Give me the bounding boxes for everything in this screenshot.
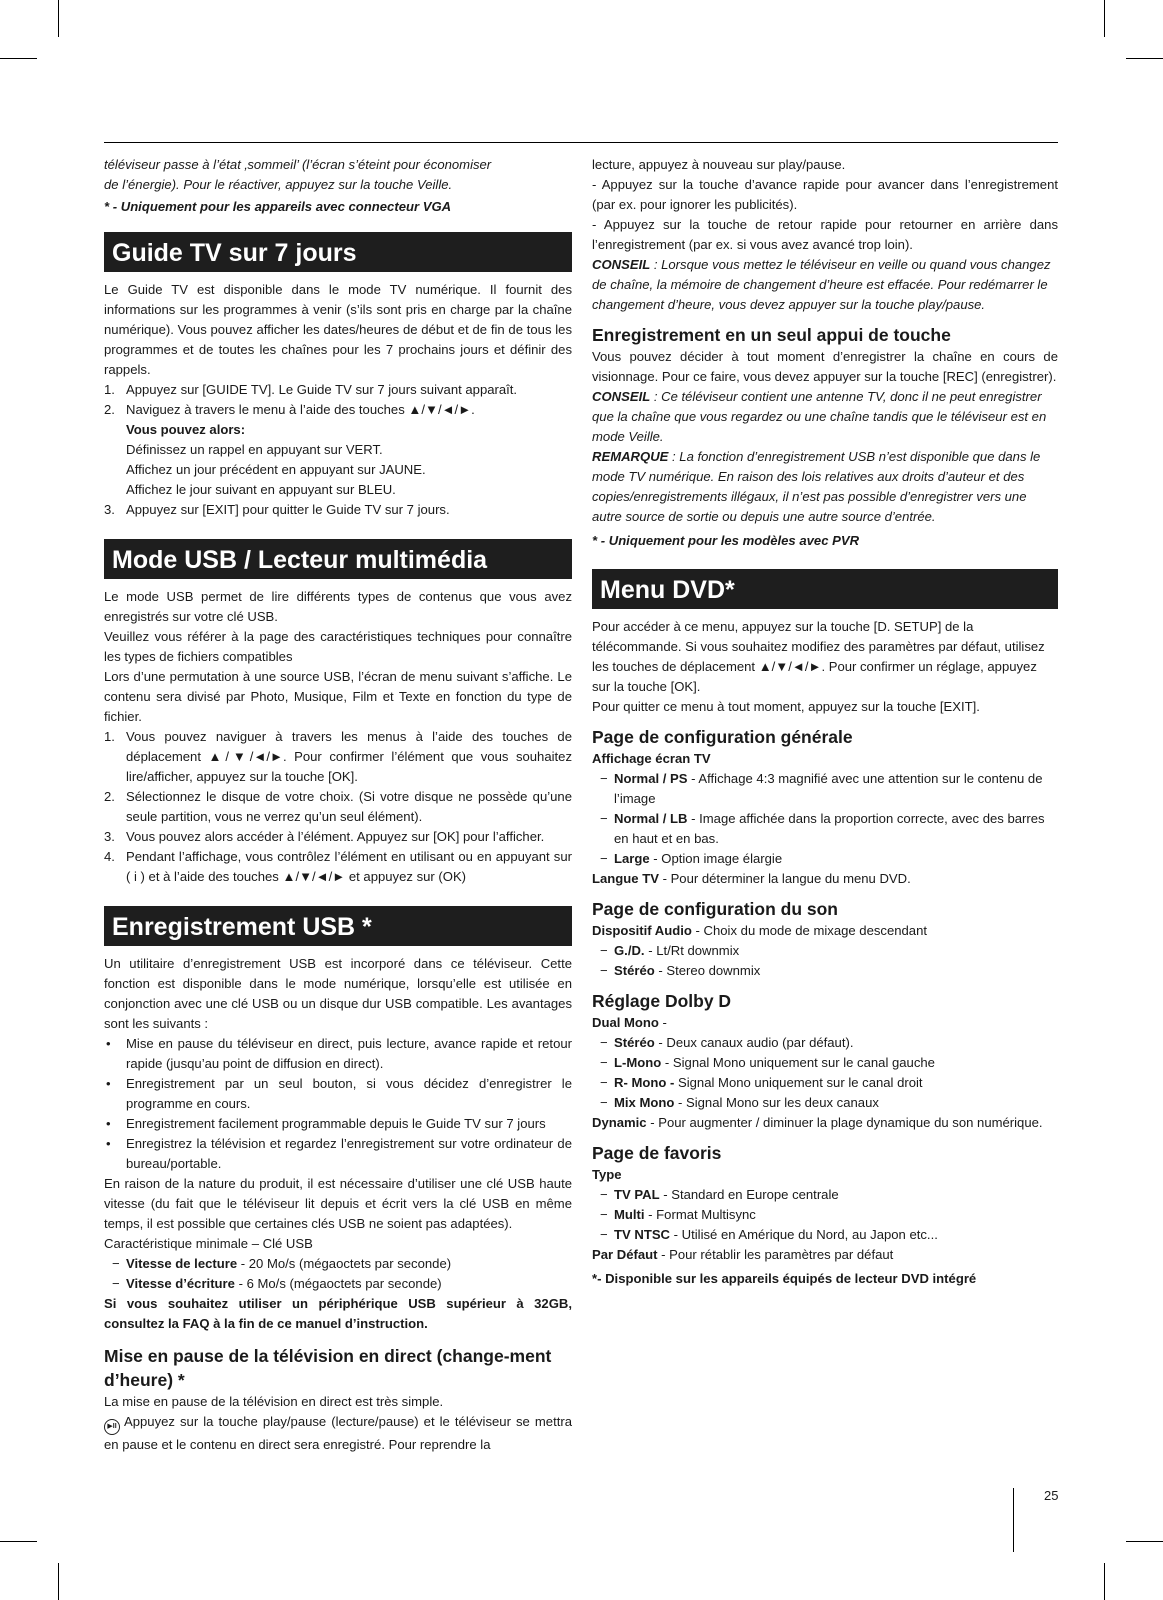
- guide-step: 1. Appuyez sur [GUIDE TV]. Le Guide TV sur 7 jours suivant apparaît.: [104, 382, 518, 397]
- usb-step: 4. Pendant l’affichage, vous contrôlez l’élément en utilisant ou en appuyant sur ( i ) et à l’aide des touches ▲/▼/◄/► et appuyez sur (OK): [104, 849, 572, 884]
- spec-read: − Vitesse de lecture - 20 Mo/s (mégaoctets par seconde): [112, 1256, 452, 1271]
- crop-mark: [58, 1563, 59, 1600]
- guide-option: Affichez le jour suivant en appuyant sur BLEU.: [126, 482, 396, 497]
- option-item: Dual Mono -: [592, 1015, 667, 1030]
- usb-step: 3. Vous pouvez alors accéder à l’élément. Appuyez sur [OK] pour l’afficher.: [104, 829, 545, 844]
- recording-min-spec: Caractéristique minimale – Clé USB: [104, 1236, 313, 1251]
- type-label: Type: [592, 1167, 622, 1182]
- guide-step: 3. Appuyez sur [EXIT] pour quitter le Guide TV sur 7 jours.: [104, 502, 450, 517]
- usb-step: 1. Vous pouvez naviguer à travers les menus à l’aide des touches de déplacement ▲/▼/◄/►. Pour confirmer l’élément que vous souhaitez lire/afficher, appuyez sur la touche [OK].: [104, 729, 572, 784]
- guide-option: Définissez un rappel en appuyant sur VERT.: [126, 442, 383, 457]
- pause-continued: - Appuyez sur la touche d’avance rapide pour avancer dans l’enregistrement (par ex. pour ignorer les publicités).: [592, 177, 1058, 212]
- crop-mark: [58, 0, 59, 37]
- tip-note: CONSEIL : Ce téléviseur contient une antenne TV, donc il ne peut enregistrer que la chaîne que vous regardez ou une chaîne tandis que le téléviseur est en mode Veille.: [592, 389, 1047, 444]
- option-item: − Stéréo - Stereo downmix: [600, 963, 761, 978]
- recording-advantage: • Mise en pause du téléviseur en direct, puis lecture, avance rapide et retour rapide (jusqu’au point de diffusion en direct).: [106, 1036, 572, 1071]
- subsection-title-favorites: Page de favoris: [592, 1143, 722, 1163]
- pvr-note: * - Uniquement pour les modèles avec PVR: [592, 533, 860, 548]
- usb-mode-body: Le mode USB permet de lire différents types de contenus que vous avez enregistrés sur votre clé USB.: [104, 589, 572, 624]
- remark-note: REMARQUE : La fonction d’enregistrement USB n’est disponible que dans le mode TV numérique. En raison des lois relatives aux droits d’auteur et des copies/enregistrements illégaux, il n’est pas possible d’enregistrer vers une autre source de sortie ou depuis une autre source d’entrée.: [592, 449, 1041, 524]
- subsection-title-dolby: Réglage Dolby D: [592, 991, 732, 1011]
- spec-write: − Vitesse d’écriture - 6 Mo/s (mégaoctets par seconde): [112, 1276, 442, 1291]
- one-touch-body: Vous pouvez décider à tout moment d’enregistrer la chaîne en cours de visionnage. Pour ce faire, vous devez appuyer sur la touche [REC] (enregistrer).: [592, 349, 1058, 384]
- option-item: − TV NTSC - Utilisé en Amérique du Nord, au Japon etc...: [600, 1227, 938, 1242]
- guide-body: Le Guide TV est disponible dans le mode TV numérique. Il fournit des informations sur les programmes à venir (s’ils sont pris en charge par la chaîne numérique). Vous pouvez afficher les dates/heures de début et de fin de tous les programmes et de toutes les chaînes pour les 7 prochains jours et définir des rappels.: [104, 282, 572, 377]
- option-item: − Multi - Format Multisync: [600, 1207, 756, 1222]
- section-title-usb-recording: Enregistrement USB *: [104, 906, 572, 946]
- dvd-body: Pour quitter ce menu à tout moment, appuyez sur la touche [EXIT].: [592, 699, 980, 714]
- option-item: Dispositif Audio - Choix du mode de mixage descendant: [592, 923, 928, 938]
- page-number: 25: [1044, 1488, 1059, 1503]
- option-item: − Normal / LB - Image affichée dans la proportion correcte, avec des barres en haut et en bas.: [600, 811, 1045, 846]
- top-rule: [104, 142, 1058, 143]
- right-column: [592, 155, 1058, 1289]
- intro-line: de l’énergie). Pour le réactiver, appuyez sur la touche Veille.: [104, 177, 453, 192]
- option-item: − L-Mono - Signal Mono uniquement sur le canal gauche: [600, 1055, 935, 1070]
- option-item: − Normal / PS - Affichage 4:3 magnifié avec une attention sur le contenu de l’image: [600, 771, 1043, 806]
- option-item: − G./D. - Lt/Rt downmix: [600, 943, 740, 958]
- guide-option: Affichez un jour précédent en appuyant sur JAUNE.: [126, 462, 426, 477]
- pause-body: La mise en pause de la télévision en direct est très simple.: [104, 1394, 444, 1409]
- usb-mode-body: Veuillez vous référer à la page des caractéristiques techniques pour connaître les types de fichiers compatibles: [104, 629, 572, 664]
- guide-step: 2. Naviguez à travers le menu à l’aide des touches ▲/▼/◄/►.: [104, 402, 475, 417]
- crop-mark: [1104, 1563, 1105, 1600]
- subsection-title-general: Page de configuration générale: [592, 727, 853, 747]
- usb-mode-body: Lors d’une permutation à une source USB, l’écran de menu suivant s’affiche. Le contenu sera divisé par Photo, Musique, Film et Texte en fonction du type de fichier.: [104, 669, 572, 724]
- section-title-guide: Guide TV sur 7 jours: [104, 232, 572, 272]
- pause-continued: - Appuyez sur la touche de retour rapide pour retourner en arrière dans l’enregistrement (par ex. si vous avez avancé trop loin).: [592, 217, 1058, 252]
- vga-note: * - Uniquement pour les appareils avec connecteur VGA: [104, 199, 452, 214]
- recording-body: En raison de la nature du produit, il est nécessaire d’utiliser une clé USB haute vitesse (du fait que le téléviseur lit depuis et écrit vers la clé USB en même temps, il est possible que certaines clés USB ne soient pas adaptées).: [104, 1176, 572, 1231]
- crop-mark: [1126, 1541, 1163, 1542]
- left-column: [104, 155, 572, 1455]
- option-item: − TV PAL - Standard en Europe centrale: [600, 1187, 839, 1202]
- usb-step: 2. Sélectionnez le disque de votre choix. (Si votre disque ne possède qu’une seule partition, vous ne verrez qu’un seul élément).: [104, 789, 572, 824]
- screen-display-label: Affichage écran TV: [592, 751, 711, 766]
- recording-advantage: • Enregistrement par un seul bouton, si vous décidez d’enregistrer le programme en cours.: [106, 1076, 572, 1111]
- option-item: − Mix Mono - Signal Mono sur les deux canaux: [600, 1095, 879, 1110]
- option-item: Par Défaut - Pour rétablir les paramètres par défaut: [592, 1247, 894, 1262]
- option-item: − Large - Option image élargie: [600, 851, 783, 866]
- pause-continued: lecture, appuyez à nouveau sur play/pause.: [592, 157, 846, 172]
- recording-body: Un utilitaire d’enregistrement USB est incorporé dans ce téléviseur. Cette fonction est disponible dans le mode numérique, lorsqu’elle est utilisée en conjonction avec une clé USB ou un disque dur USB compatible. Les avantages sont les suivants :: [104, 956, 572, 1031]
- recording-warning: Si vous souhaitez utiliser un périphérique USB supérieur à 32GB, consultez la FAQ à la fin de ce manuel d’instruction.: [104, 1296, 572, 1331]
- dvd-note: *- Disponible sur les appareils équipés de lecteur DVD intégré: [592, 1271, 977, 1286]
- page-number-rule: [1013, 1488, 1014, 1552]
- section-title-dvd: Menu DVD*: [592, 569, 1058, 609]
- subsection-title-one-touch: Enregistrement en un seul appui de touche: [592, 325, 951, 345]
- option-item: − Stéréo - Deux canaux audio (par défaut).: [600, 1035, 854, 1050]
- crop-mark: [1104, 0, 1105, 37]
- option-item: − R- Mono - Signal Mono uniquement sur le canal droit: [600, 1075, 923, 1090]
- subsection-title-pause: Mise en pause de la télévision en direct (change-ment d’heure) *: [104, 1346, 552, 1390]
- intro-line: téléviseur passe à l’état ‚sommeil’ (l’écran s’éteint pour économiser: [104, 157, 492, 172]
- crop-mark: [1126, 58, 1163, 59]
- option-item: Langue TV - Pour déterminer la langue du menu DVD.: [592, 871, 911, 886]
- dvd-body: Pour accéder à ce menu, appuyez sur la touche [D. SETUP] de la télécommande. Si vous souhaitez modifiez des paramètres par défaut, utilisez les touches de déplacement ▲/▼/◄/►. Pour confirmer un réglage, appuyez sur la touche [OK].: [592, 619, 1045, 694]
- guide-options-title: Vous pouvez alors:: [126, 422, 246, 437]
- option-item: Dynamic - Pour augmenter / diminuer la plage dynamique du son numérique.: [592, 1115, 1043, 1130]
- section-title-usb-mode: Mode USB / Lecteur multimédia: [104, 539, 572, 579]
- crop-mark: [0, 1541, 37, 1542]
- recording-advantage: • Enregistrement facilement programmable depuis le Guide TV sur 7 jours: [106, 1116, 546, 1131]
- recording-advantage: • Enregistrez la télévision et regardez l’enregistrement sur votre ordinateur de bureau/portable.: [106, 1136, 572, 1171]
- subsection-title-sound: Page de configuration du son: [592, 899, 838, 919]
- crop-mark: [0, 58, 37, 59]
- play-pause-icon: ▶II: [104, 1419, 120, 1435]
- pause-body: ▶II Appuyez sur la touche play/pause (lecture/pause) et le téléviseur se mettra en pause et le contenu en direct sera enregistré. Pour reprendre la: [104, 1414, 572, 1452]
- tip-note: CONSEIL : Lorsque vous mettez le téléviseur en veille ou quand vous changez de chaîne, la mémoire de changement d’heure est effacée. Pour redémarrer le changement d’heure, vous devez appuyer sur la touche play/pause.: [592, 257, 1051, 312]
